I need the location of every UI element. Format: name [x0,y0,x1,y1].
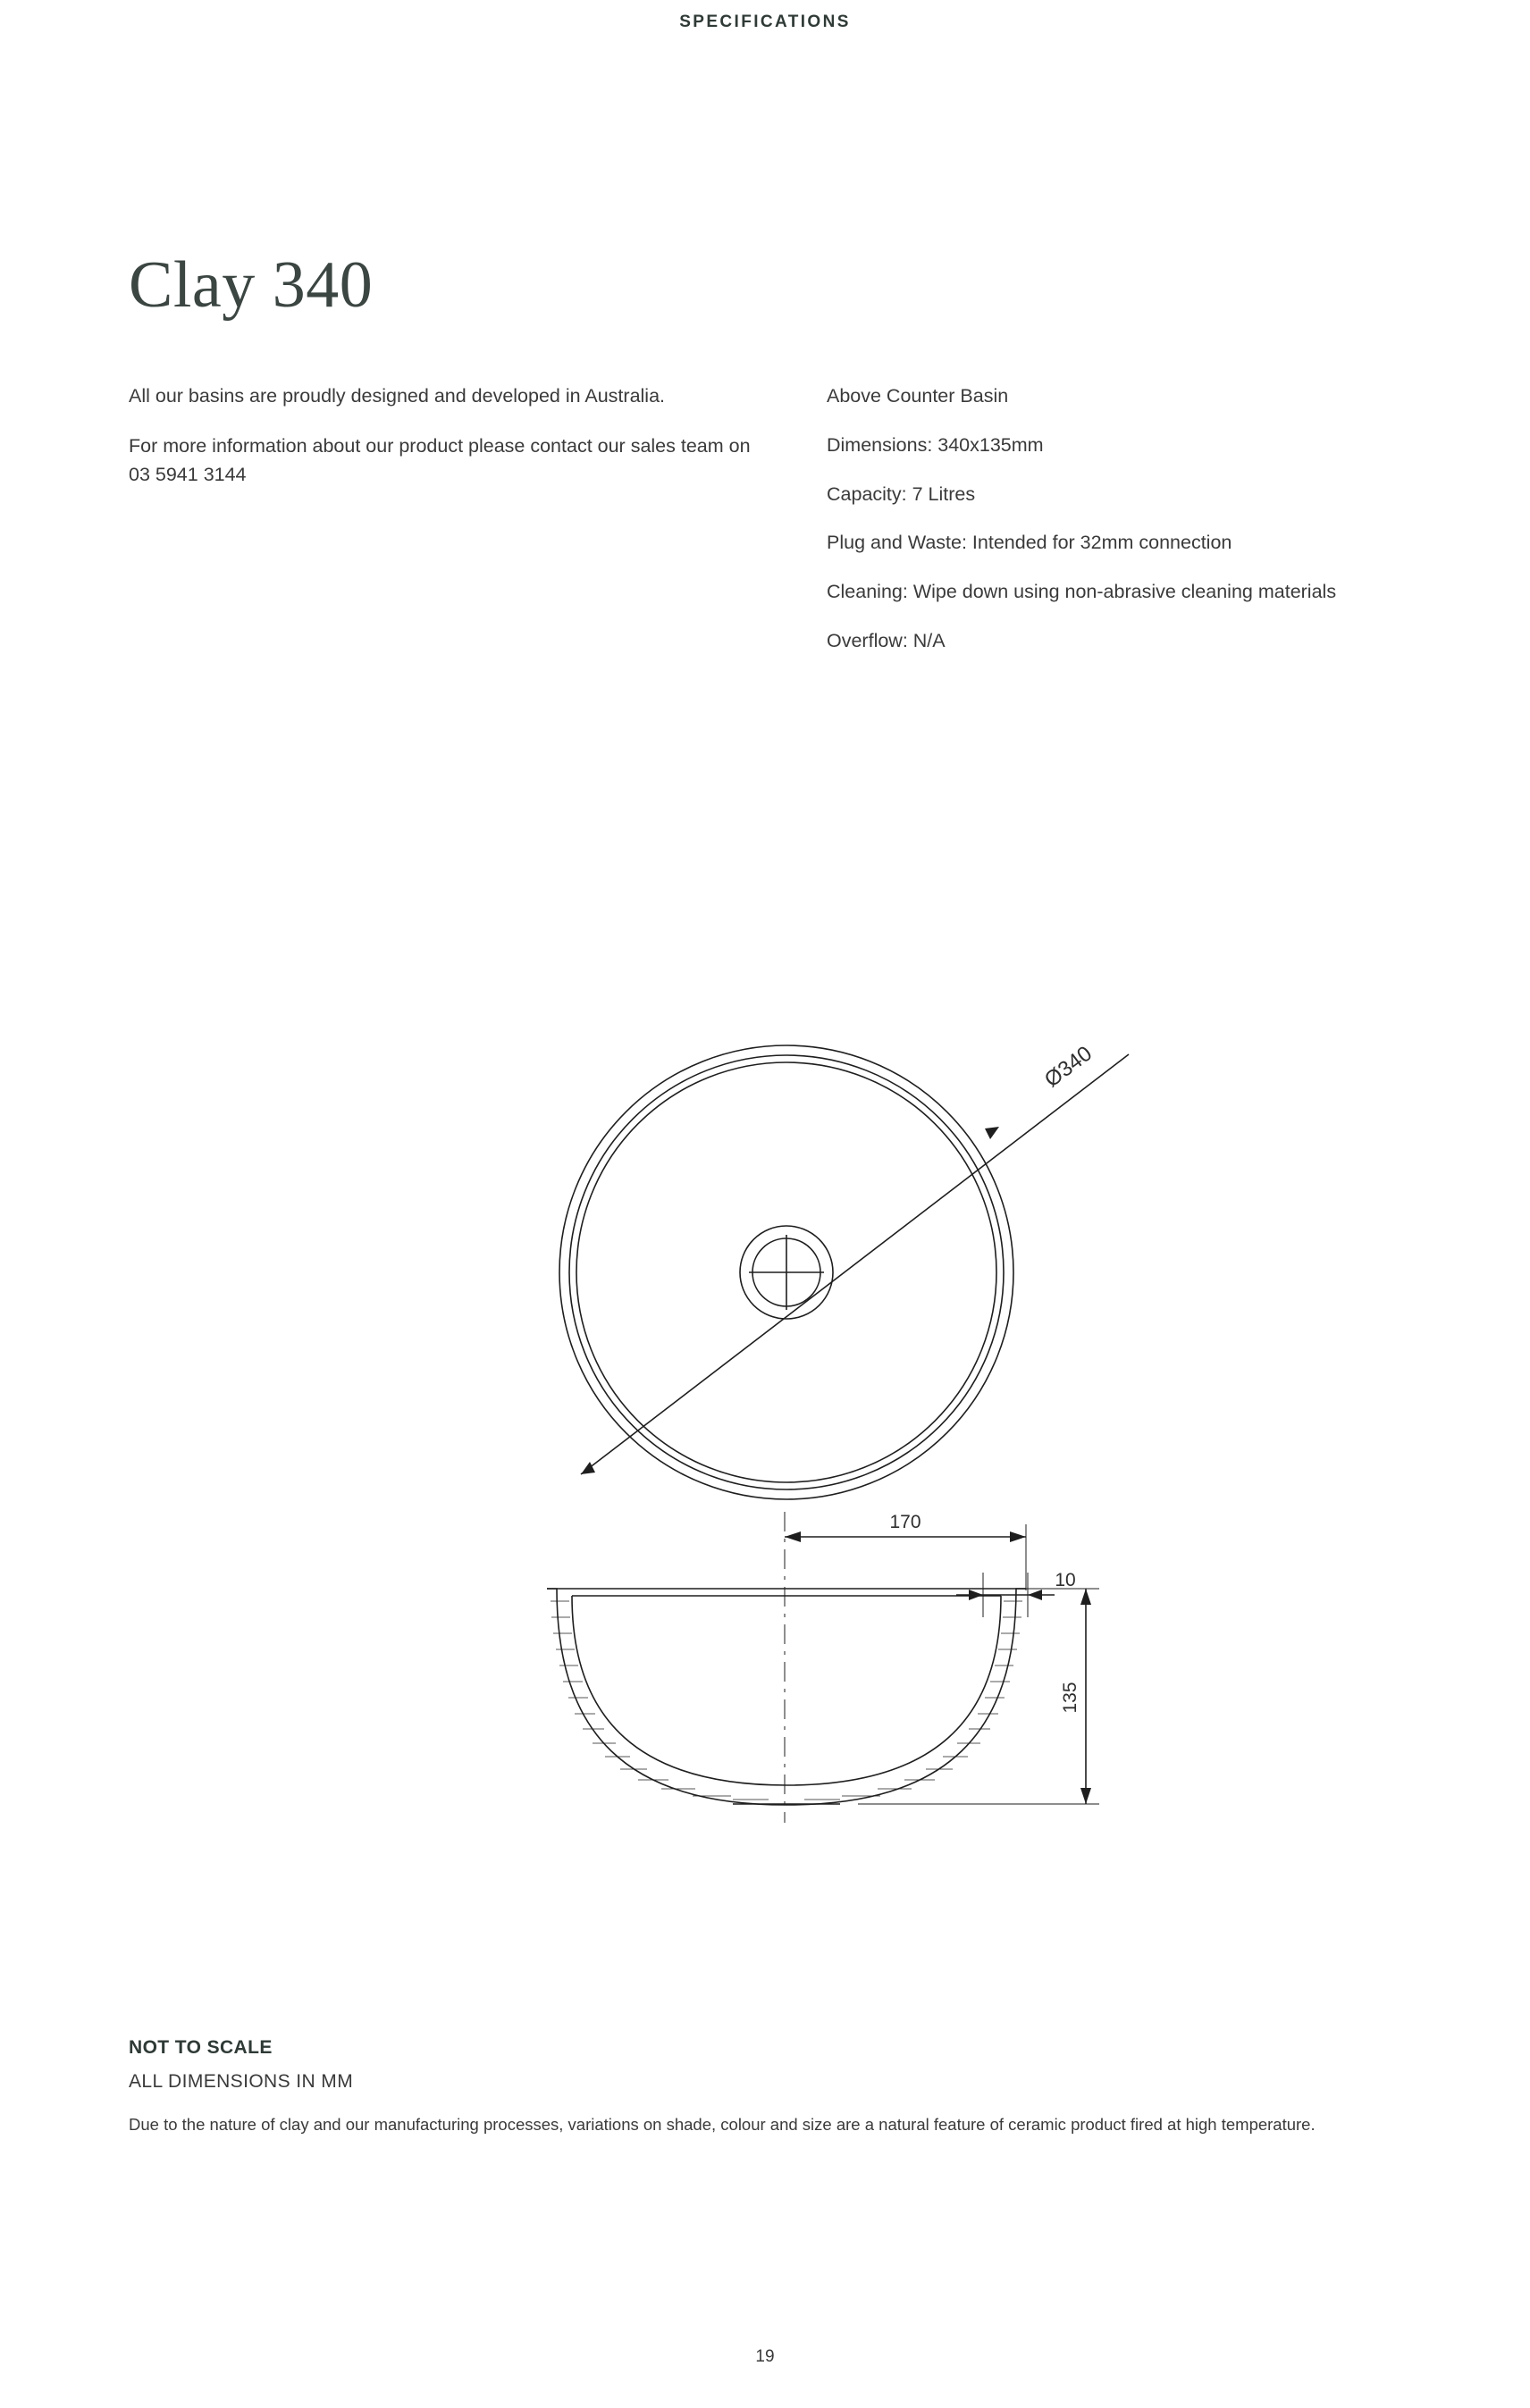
plan-view-drawing [559,1045,1013,1499]
dimensions-unit-note: ALL DIMENSIONS IN MM [129,2071,354,2092]
page-number: 19 [755,2347,775,2366]
footer-notes [129,2037,1407,2137]
thickness-dimension-label: 10 [1055,1570,1076,1590]
page-title: Clay 340 [129,248,374,322]
left-description-column [129,382,754,510]
description-paragraph-1: All our basins are proudly designed and developed in Australia. [129,385,666,407]
dimension-170 [785,1512,1026,1823]
not-to-scale-note: NOT TO SCALE [129,2037,273,2058]
right-specs-column [827,382,1470,676]
diameter-label: Ø340 [1039,1041,1097,1093]
spec-plug-and-waste: Plug and Waste: Intended for 32mm connection [827,532,1232,554]
dimension-10 [956,1573,1055,1617]
height-dimension-label: 135 [1060,1682,1080,1714]
elevation-view-drawing [547,1589,1026,1805]
spec-capacity: Capacity: 7 Litres [827,482,976,505]
disclaimer-note: Due to the nature of clay and our manufacturing processes, variations on shade, colour and size are a natural feature of ceramic product fired at high temperature. [129,2115,1316,2134]
description-paragraph-2: For more information about our product please contact our sales team on 03 5941 3144 [129,434,751,485]
page-header: SPECIFICATIONS [679,13,851,31]
diameter-leader-line [581,1054,1129,1474]
spec-basin-type: Above Counter Basin [827,385,1009,407]
spec-overflow: Overflow: N/A [827,630,946,652]
technical-drawing [0,1001,1530,1957]
spec-dimensions: Dimensions: 340x135mm [827,433,1044,456]
spec-cleaning: Cleaning: Wipe down using non-abrasive cleaning materials [827,581,1337,603]
width-dimension-label: 170 [889,1512,921,1532]
